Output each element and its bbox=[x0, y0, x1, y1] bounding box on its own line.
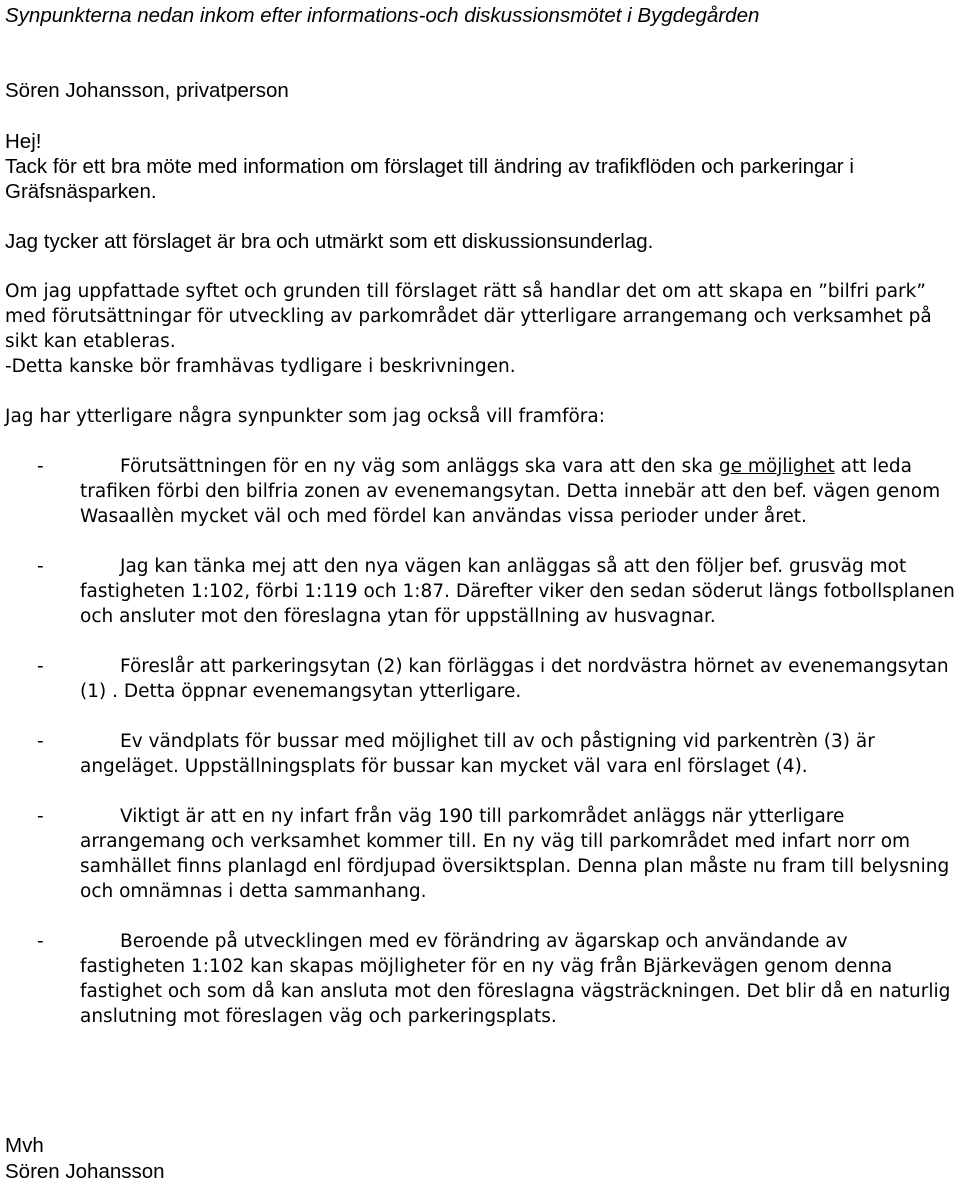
underlined-text: ge möjlighet bbox=[718, 456, 835, 477]
document-page bbox=[5, 3, 957, 1054]
signoff: Mvh bbox=[5, 1134, 44, 1157]
list-item bbox=[5, 654, 957, 704]
list-dash: - bbox=[37, 731, 44, 752]
list-item bbox=[5, 804, 957, 904]
list-item bbox=[5, 554, 957, 629]
opinion-paragraph: Jag tycker att förslaget är bra och utmärkt som ett diskussionsunderlag. bbox=[5, 230, 654, 253]
greeting: Hej! bbox=[5, 130, 42, 153]
list-item bbox=[5, 929, 957, 1029]
list-dash: - bbox=[37, 556, 44, 577]
list-item-text: Viktigt är att en ny infart från väg 190 till parkområdet anläggs när ytterligare arrangemang och verksamhet kommer till. En ny väg till parkområdet med infart norr om samhället finns planlagd enl fördjupad översiktsplan. Denna plan måste nu fram till belysning och omnämnas i detta sammanhang. bbox=[80, 806, 950, 902]
list-item-text: Ev vändplats för bussar med möjlighet till av och påstigning vid parkentrèn (3) är angeläget. Uppställningsplats för bussar kan mycket väl vara enl förslaget (4). bbox=[80, 731, 875, 777]
list-item bbox=[5, 454, 957, 529]
list-item bbox=[5, 729, 957, 779]
list-item-text: Beroende på utvecklingen med ev förändring av ägarskap och användande av fastigheten 1:102 kan skapas möjligheter för en ny väg från Bjärkevägen genom denna fastighet och som då kan ansluta mot den föreslagna vägsträckningen. Det blir då en naturlig anslutning mot föreslagen väg och parkeringsplats. bbox=[80, 931, 951, 1027]
lead-in-paragraph: Jag har ytterligare några synpunkter som jag också vill framföra: bbox=[5, 406, 605, 427]
list-item-text: Förutsättningen för en ny väg som anläggs ska vara att den ska bbox=[120, 456, 719, 477]
list-dash: - bbox=[37, 806, 44, 827]
points-list bbox=[5, 454, 957, 1029]
thanks-paragraph: Tack för ett bra möte med information om förslaget till ändring av trafikflöden och parkeringar i Gräfsnäsparken. bbox=[5, 155, 854, 203]
emphasis-paragraph: -Detta kanske bör framhävas tydligare i beskrivningen. bbox=[5, 356, 516, 377]
list-dash: - bbox=[37, 456, 44, 477]
list-dash: - bbox=[37, 931, 44, 952]
list-item-text: Föreslår att parkeringsytan (2) kan förläggas i det nordvästra hörnet av evenemangsytan (1) . Detta öppnar evenemangsytan ytterligare. bbox=[80, 656, 949, 702]
list-item-text: Jag kan tänka mej att den nya vägen kan anläggas så att den följer bef. grusväg mot fastigheten 1:102, förbi 1:119 och 1:87. Därefter viker den sedan söderut längs fotbollsplanen och ansluter mot den föreslagna ytan för uppställning av husvagnar. bbox=[80, 556, 955, 627]
closing-section bbox=[5, 1133, 165, 1185]
list-dash: - bbox=[37, 656, 44, 677]
intro-section bbox=[5, 129, 957, 254]
author-line: Sören Johansson, privatperson bbox=[5, 79, 289, 102]
signature-name: Sören Johansson bbox=[5, 1160, 165, 1183]
list-item-text: att leda trafiken förbi den bilfria zonen av evenemangsytan. Detta innebär att den bef. vägen genom Wasaallèn mycket väl och med fördel kan användas vissa perioder under året. bbox=[80, 456, 941, 527]
purpose-paragraph: Om jag uppfattade syftet och grunden till förslaget rätt så handlar det om att skapa en ”bilfri park” med förutsättningar för utveckling av parkområdet där ytterligare arrangemang och verksamhet på sikt kan etableras. bbox=[5, 281, 932, 352]
document-heading: Synpunkterna nedan inkom efter informations-och diskussionsmötet i Bygdegården bbox=[5, 4, 760, 27]
body-section bbox=[5, 279, 957, 429]
